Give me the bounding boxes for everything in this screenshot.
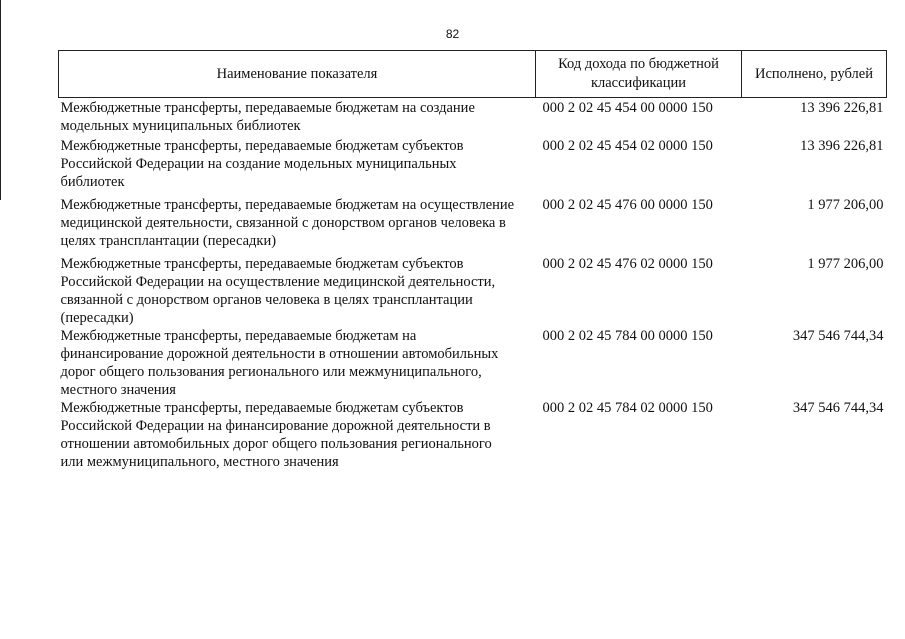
budget-revenue-table xyxy=(58,50,887,471)
indicator-name-cell: Межбюджетные трансферты, передаваемые бюджетам на осуществление медицинской деятельности, связанной с донорством органов человека в целях трансплантации (пересадки) xyxy=(60,196,515,249)
amount-cell: 347 546 744,34 xyxy=(792,327,884,344)
table-row xyxy=(59,327,887,399)
revenue-code-cell: 000 2 02 45 454 02 0000 150 xyxy=(542,137,713,154)
indicator-name-cell: Межбюджетные трансферты, передаваемые бюджетам субъектов Российской Федерации на финансирование дорожной деятельности в отношении автомобильных дорог общего пользования регионального или межмуниципального, местного значения xyxy=(60,399,492,470)
revenue-code-cell: 000 2 02 45 476 02 0000 150 xyxy=(542,255,713,272)
amount-cell: 347 546 744,34 xyxy=(792,399,884,416)
indicator-name-cell: Межбюджетные трансферты, передаваемые бюджетам на создание модельных муниципальных библиотек xyxy=(60,100,475,134)
revenue-code-cell: 000 2 02 45 454 00 0000 150 xyxy=(542,100,713,116)
table-row xyxy=(59,196,887,255)
header-indicator-name: Наименование показателя xyxy=(59,51,536,98)
amount-cell: 13 396 226,81 xyxy=(800,137,884,154)
amount-cell: 1 977 206,00 xyxy=(807,196,884,213)
table-header-row xyxy=(59,51,887,98)
amount-cell: 13 396 226,81 xyxy=(800,100,884,116)
indicator-name-cell: Межбюджетные трансферты, передаваемые бюджетам на финансирование дорожной деятельности в отношении автомобильных дорог общего пользования регионального или межмуниципального, местного значения xyxy=(60,327,499,398)
table-row xyxy=(59,399,887,471)
revenue-code-cell: 000 2 02 45 784 00 0000 150 xyxy=(542,327,713,344)
indicator-name-cell: Межбюджетные трансферты, передаваемые бюджетам субъектов Российской Федерации на осуществление медицинской деятельности, связанной с донорством органов человека в целях трансплантации (пересадки) xyxy=(60,255,496,326)
page-number: 82 xyxy=(445,27,460,41)
indicator-name-cell: Межбюджетные трансферты, передаваемые бюджетам субъектов Российской Федерации на создание модельных муниципальных библиотек xyxy=(60,137,464,190)
revenue-code-cell: 000 2 02 45 476 00 0000 150 xyxy=(542,196,713,213)
header-amount-executed: Исполнено, рублей xyxy=(742,51,887,98)
header-revenue-code: Код дохода по бюджетной классификации xyxy=(536,51,742,98)
table-row xyxy=(59,255,887,327)
amount-cell: 1 977 206,00 xyxy=(807,255,884,272)
revenue-code-cell: 000 2 02 45 784 02 0000 150 xyxy=(542,399,713,416)
table-row xyxy=(59,137,887,196)
table-row xyxy=(59,98,887,137)
